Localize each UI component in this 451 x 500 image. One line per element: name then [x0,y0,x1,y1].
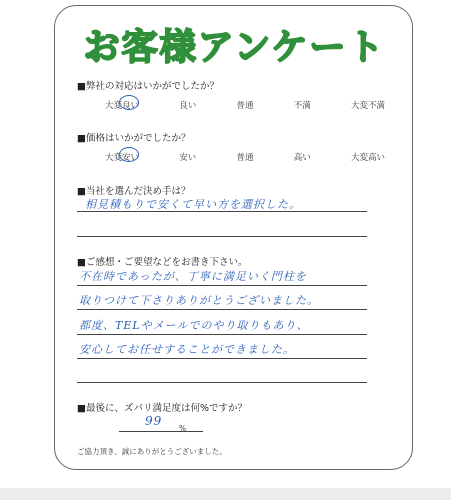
selected-circle-service [119,95,139,110]
option-service-2: 良い [179,101,197,111]
question-comments: ■ご感想・ご要望などをお書き下さい。 [77,257,248,268]
answer-satisfaction: 99 [145,414,163,428]
answer-line-2 [77,236,367,237]
comment-rule-5 [77,382,367,383]
comment-line-2: 取りつけて下さりありがとうございました。 [79,294,319,307]
question-service: ■弊社の対応はいかがでしたか？ [77,81,219,92]
comment-line-4: 安心してお任せすることができました。 [79,343,295,356]
option-price-3: 普通 [236,153,254,163]
option-service-1: 大変良い [105,101,140,111]
answer-reason: 相見積もりで安くて早い方を選択した。 [85,198,301,211]
options-service [105,99,385,111]
selected-circle-price [119,147,139,162]
bottom-band [0,488,451,500]
options-price [105,151,385,163]
comment-line-3: 都度、TELやメールでのやり取りもあり、 [79,319,309,332]
option-service-5: 大変不満 [350,101,385,111]
comment-rule-4 [77,358,367,359]
percent-unit: % [179,424,187,433]
option-price-2: 安い [179,153,197,163]
footer-thanks: ご協力頂き、誠にありがとうございました。 [77,447,227,456]
satisfaction-line [119,431,203,432]
comment-line-1: 不在時であったが、丁寧に満足いく門柱を [79,270,307,283]
option-service-3: 普通 [236,101,254,111]
option-price-5: 大変高い [350,153,385,163]
option-price-4: 高い [293,153,311,163]
option-service-4: 不満 [293,101,311,111]
question-reason: ■当社を選んだ決め手は？ [77,186,191,197]
comment-rule-1 [77,285,367,286]
survey-card [54,5,413,470]
comment-rule-3 [77,334,367,335]
comment-rule-2 [77,309,367,310]
question-satisfaction: ■最後に、ズバリ満足度は何%ですか？ [77,403,248,414]
answer-line-1 [77,211,367,212]
option-price-1: 大変安い [105,153,140,163]
survey-title: お客様アンケート [55,19,414,70]
question-price: ■価格はいかがでしたか？ [77,133,191,144]
